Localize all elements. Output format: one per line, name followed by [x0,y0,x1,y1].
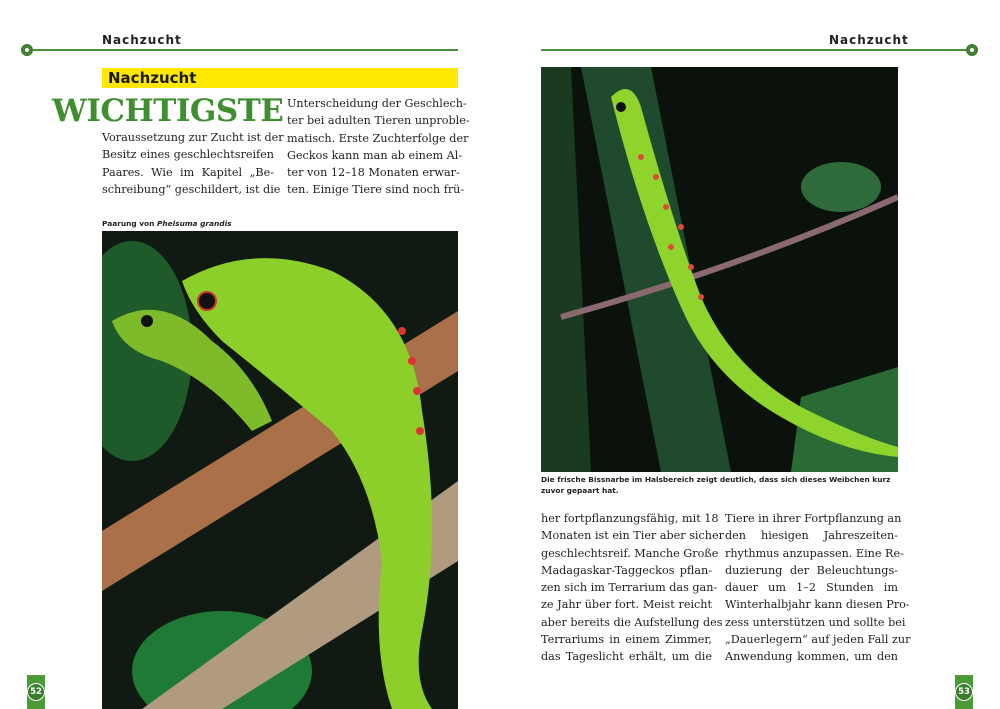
text-line: zess unterstützen und sollte bei [725,615,906,629]
text-line: ten. Einige Tiere sind noch frü- [287,183,465,197]
section-title: Nachzucht [102,68,458,88]
text-line: geschlechtsreif. Manche Große [541,546,719,560]
text-line: Besitz eines geschlechtsreifen [102,148,274,162]
text-line: Terrariums in einem Zimmer, [541,633,712,647]
text-line: „Dauerlegern“ auf jeden Fall zur [725,633,911,647]
text-line: duzierung der Beleuchtungs- [725,563,898,577]
caption-text: Paarung von [102,219,157,228]
text-line: schreibung“ geschildert, ist die [102,182,281,196]
photo-caption-right: Die frische Bissnarbe im Halsbereich zeigt deutlich, dass sich dieses Weibchen kurz zuvor gepaart hat. [541,475,891,495]
text-line: Tiere in ihrer Fortpflanzung an [725,512,902,525]
text-line: her fortpflanzungsfähig, mit 18 [541,512,719,525]
text-line: Winterhalbjahr kann diesen Pro- [725,598,910,612]
text-line: Voraussetzung zur Zucht ist der [102,131,284,144]
caption-species: Phelsuma grandis [156,219,232,228]
page-number-text: 53 [955,683,973,701]
text-line: Monaten ist ein Tier aber sicher [541,529,724,543]
text-line: ter bei adulten Tieren unproble- [287,114,470,128]
text-column-1 [102,129,284,198]
page-number-text: 52 [27,683,45,701]
text-line: dauer um 1–2 Stunden im [725,581,898,595]
page-number-left [27,675,45,709]
running-head-right: Nachzucht [829,33,909,47]
text-line: rhythmus anzupassen. Eine Re- [725,546,904,560]
running-head-left: Nachzucht [102,33,182,47]
text-line: Unterscheidung der Geschlech- [287,97,467,110]
text-line: den hiesigen Jahreszeiten- [725,529,898,543]
header-rule [541,49,967,51]
header-rule [32,49,458,51]
header-bullet-icon [966,44,978,56]
drop-word: WICHTIGSTE [52,93,284,129]
text-line: zen sich im Terrarium das gan- [541,581,718,595]
text-line: Geckos kann man ab einem Al- [287,148,463,162]
text-column-3 [541,510,724,666]
text-line: Paares. Wie im Kapitel „Be- [102,165,274,179]
page-number-right [955,675,973,709]
gecko-mating-photo [102,231,458,709]
text-line: matisch. Erste Zuchterfolge der [287,131,469,145]
text-line: ter von 12–18 Monaten erwar- [287,166,460,180]
gecko-female-photo [541,67,898,472]
text-line: das Tageslicht erhält, um die [541,650,712,664]
text-line: Madagaskar-Taggeckos pflan- [541,563,712,577]
text-line: ze Jahr über fort. Meist reicht [541,598,712,612]
text-column-4 [725,510,911,666]
text-column-2 [287,95,470,199]
text-line: Anwendung kommen, um den [725,650,898,664]
text-line: aber bereits die Aufstellung des [541,615,723,629]
photo-caption-left [102,218,232,229]
